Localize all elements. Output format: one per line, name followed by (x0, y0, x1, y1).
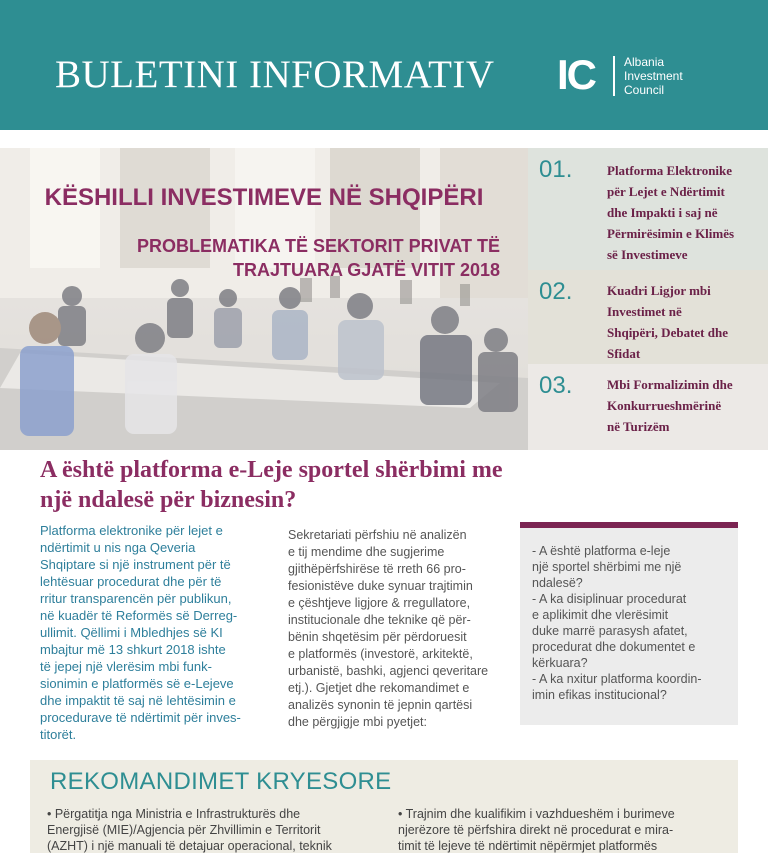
text-line: bënin shqetësim për përdoruesit (288, 630, 467, 644)
text-line: Platforma elektronike për lejet e (40, 523, 223, 538)
contents-title (607, 280, 763, 364)
question-line: kërkuara? (532, 656, 588, 670)
contents-line: së Investimeve (607, 247, 688, 262)
contents-line: për Lejet e Ndërtimit (607, 184, 725, 199)
article-headline (40, 455, 720, 515)
text-line: dhe përgjigje mbi pyetjet: (288, 715, 427, 729)
text-line: titorët. (40, 727, 77, 742)
header-banner (0, 0, 768, 130)
text-line: analizës synonin të jepnin qartësi (288, 698, 473, 712)
meeting-photo (0, 148, 528, 450)
recommendations-heading: REKOMANDIMET KRYESORE (50, 768, 392, 795)
newsletter-title: BULETINI INFORMATIV (55, 53, 495, 96)
recommendation-item-2 (398, 806, 723, 854)
text-line: • Përgatitja nga Ministria e Infrastrukturës dhe (47, 807, 301, 821)
question-line: një sportel shërbimi me një (532, 560, 682, 574)
questions-box (520, 522, 738, 725)
contents-number: 02. (539, 278, 573, 305)
cover-subheadline (137, 234, 500, 282)
contents-line: Investimet në (607, 304, 682, 319)
text-line: e tij mendime dhe sugjerime (288, 545, 445, 559)
aic-logo-text (624, 55, 683, 97)
questions-list (532, 543, 734, 703)
text-line: Energjisë (MIE)/Agjencia për Zhvillimin e Territorit (47, 823, 321, 837)
contents-line: Kuadri Ligjor mbi (607, 283, 711, 298)
text-line: lehtësuar procedurat dhe për të (40, 574, 222, 589)
logo-line: Albania (624, 55, 665, 69)
logo-divider (613, 56, 615, 96)
article-body-column (288, 527, 513, 731)
logo-line: Council (624, 83, 665, 97)
question-line: e aplikimit dhe vlerësimit (532, 608, 669, 622)
text-line: gjithëpërfshirëse të rreth 66 pro- (288, 562, 466, 576)
text-line: sionimin e platformës së e-Lejeve (40, 676, 234, 691)
contents-line: Platforma Elektronike (607, 163, 733, 178)
text-line: (AZHT) i një manuali të detajuar operacional, teknik (47, 839, 332, 853)
text-line: Sekretariati përfshiu në analizën (288, 528, 467, 542)
logo-line: Investment (624, 69, 683, 83)
text-line: institucionale dhe teknike që për- (288, 613, 471, 627)
question-line: duke marrë parasysh afatet, (532, 624, 688, 638)
question-line: - A ka nxitur platforma koordin- (532, 672, 702, 686)
contents-line: Mbi Formalizimin dhe (607, 377, 733, 392)
contents-line: Shqipëri, Debatet dhe (607, 325, 728, 340)
text-line: e çështjeve ligjore & rregullatore, (288, 596, 471, 610)
headline-line: A është platforma e-Leje sportel shërbimi me (40, 457, 503, 483)
question-line: imin efikas institucional? (532, 688, 667, 702)
contents-item-3[interactable] (528, 364, 768, 450)
text-line: urbanistë, bashki, agjenci qeveritare (288, 664, 489, 678)
contents-line: Sfidat (607, 346, 641, 361)
contents-panel (528, 148, 768, 450)
contents-item-2[interactable] (528, 270, 768, 364)
contents-line: dhe Impakti i saj në (607, 205, 718, 220)
contents-title (607, 374, 763, 437)
text-line: të jepej një vlerësim mbi funk- (40, 659, 212, 674)
text-line: • Trajnim dhe kualifikim i vazhdueshëm i burimeve (398, 807, 675, 821)
text-line: ullimit. Qëllimi i Mbledhjes së KI (40, 625, 223, 640)
text-line: fesionistëve duke synuar trajtimin (288, 579, 473, 593)
contents-line: Përmirësimin e Klimës (607, 226, 735, 241)
text-line: rritur transparencën për publikun, (40, 591, 232, 606)
contents-line: në Turizëm (607, 419, 670, 434)
recommendations-section (30, 760, 738, 853)
cover-headline: KËSHILLI INVESTIMEVE NË SHQIPËRI (44, 184, 484, 211)
contents-line: Konkurrueshmërinë (607, 398, 722, 413)
question-line: - A është platforma e-leje (532, 544, 671, 558)
contents-item-1[interactable] (528, 148, 768, 270)
contents-number: 03. (539, 372, 573, 399)
text-line: mbajtur më 13 shkurt 2018 ishte (40, 642, 226, 657)
article-intro-column (40, 522, 260, 743)
headline-line: një ndalesë për biznesin? (40, 487, 297, 513)
subheadline-line: PROBLEMATIKA TË SEKTORIT PRIVAT TË (136, 236, 500, 256)
question-line: procedurat dhe dokumentet e (532, 640, 696, 654)
text-line: timit të lejeve të ndërtimit nëpërmjet platformës (398, 839, 658, 853)
recommendation-item-1 (47, 806, 347, 854)
question-line: ndalesë? (532, 576, 583, 590)
text-line: e platformës (investorë, arkitektë, (288, 647, 473, 661)
text-line: dhe impaktit të saj në lehtësimin e (40, 693, 236, 708)
text-line: njerëzore të përfshira direkt në procedurat e mira- (398, 823, 674, 837)
text-line: Shqiptare si një instrument për të (40, 557, 231, 572)
contents-number: 01. (539, 156, 573, 183)
text-line: procedurave të ndërtimit për inves- (40, 710, 241, 725)
text-line: etj.). Gjetjet dhe rekomandimet e (288, 681, 470, 695)
question-line: - A ka disiplinuar procedurat (532, 592, 687, 606)
contents-title (607, 160, 763, 265)
subheadline-line: TRAJTUARA GJATË VITIT 2018 (232, 260, 500, 280)
aic-logo-mark: IC (557, 51, 595, 98)
text-line: në kuadër të Reformës së Derreg- (40, 608, 238, 623)
text-line: ndërtimit u nis nga Qeveria (40, 540, 196, 555)
